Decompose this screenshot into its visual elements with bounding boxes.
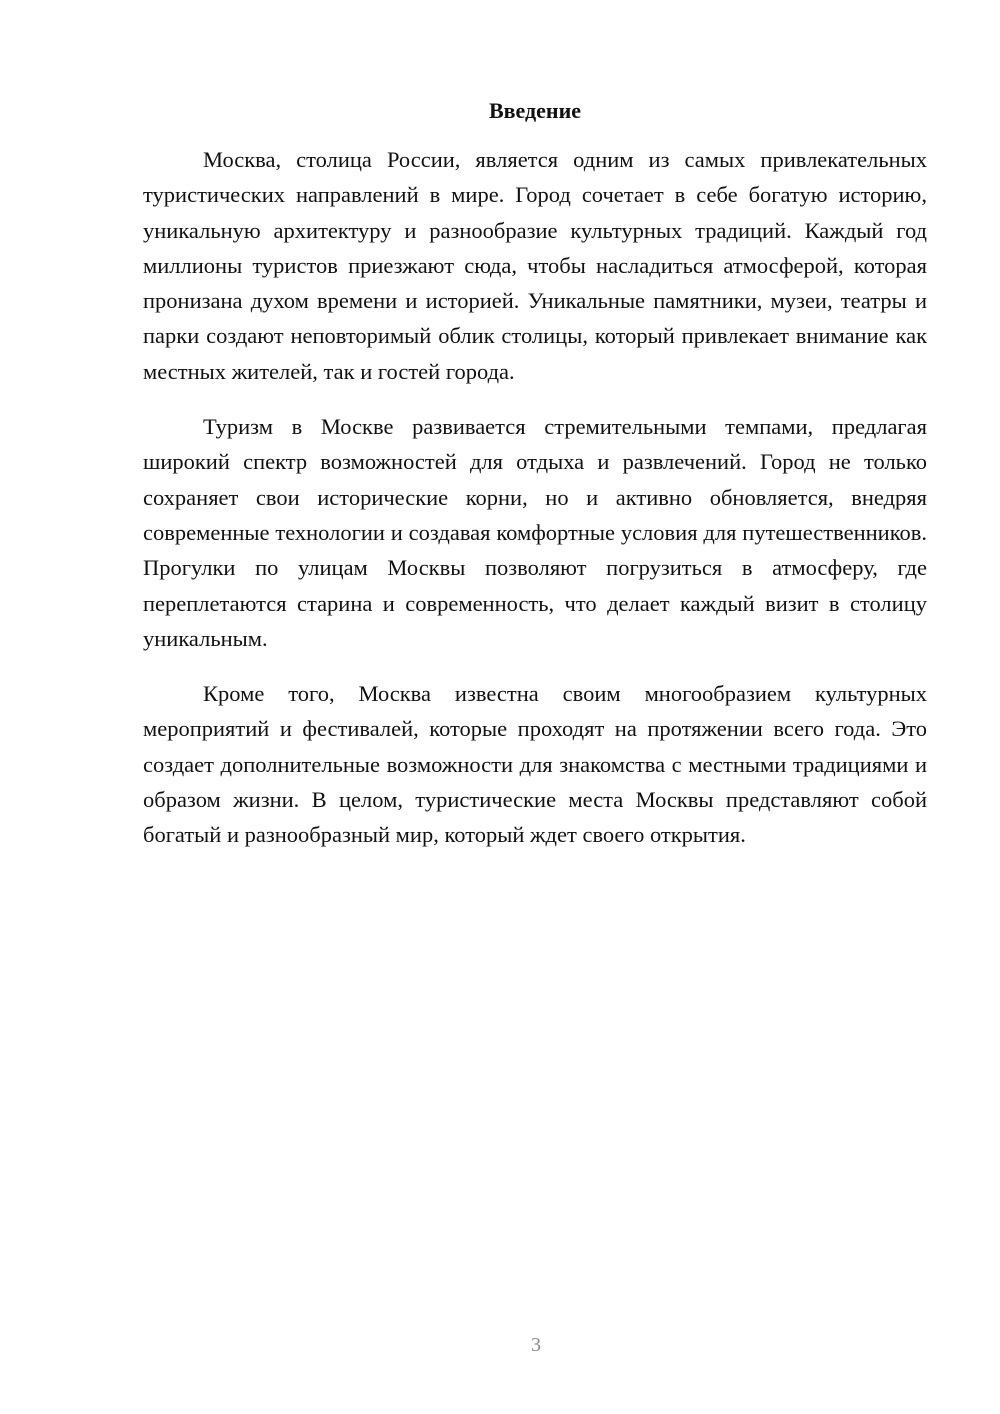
paragraph-3: Кроме того, Москва известна своим многообразием культурных мероприятий и фестивалей, которые проходят на протяжении всего года. Это создает дополнительные возможности для знакомства с местными традициями и образом жизни. В целом, туристические места Москвы представляют собой богатый и разнообразный мир, который ждет своего открытия. xyxy=(143,681,927,848)
paragraph-2: Туризм в Москве развивается стремительными темпами, предлагая широкий спектр возможностей для отдыха и развлечений. Город не только сохраняет свои исторические корни, но и активно обновляется, внедряя современные технологии и создавая комфортные условия для путешественников. Прогулки по улицам Москвы позволяют погрузиться в атмосферу, где переплетаются старина и современность, что делает каждый визит в столицу уникальным. xyxy=(143,414,927,651)
paragraph-1: Москва, столица России, является одним из самых привлекательных туристических направлений в мире. Город сочетает в себе богатую историю, уникальную архитектуру и разнообразие культурных традиций. Каждый год миллионы туристов приезжают сюда, чтобы насладиться атмосферой, которая пронизана духом времени и историей. Уникальные памятники, музеи, театры и парки создают неповторимый облик столицы, который привлекает внимание как местных жителей, так и гостей города. xyxy=(143,147,927,384)
body-text xyxy=(143,142,927,873)
page-number: 3 xyxy=(531,1334,541,1356)
section-heading: Введение xyxy=(488,98,582,123)
